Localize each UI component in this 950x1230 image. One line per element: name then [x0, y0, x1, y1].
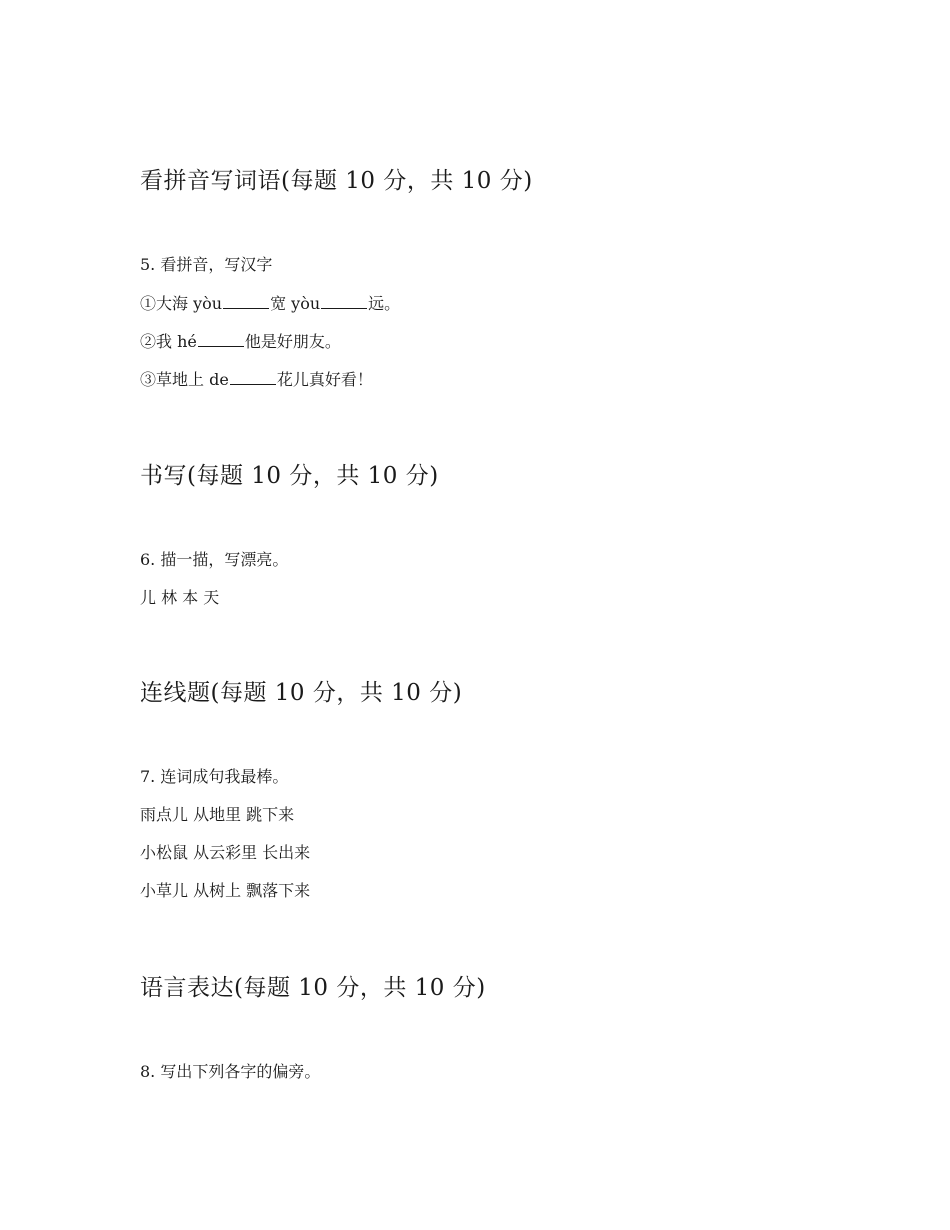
- question-7-row-1: 雨点儿 从地里 跳下来: [140, 805, 295, 824]
- question-7-row-3: 小草儿 从树上 飘落下来: [140, 881, 311, 900]
- line-text: ③草地上 de: [140, 370, 229, 389]
- line-text: ②我 hé: [140, 332, 197, 351]
- question-5-line-3: [140, 368, 373, 391]
- section-title-matching: 连线题(每题 10 分，共 10 分): [140, 680, 463, 706]
- section-title-pinyin: 看拼音写词语(每题 10 分，共 10 分): [140, 168, 533, 194]
- question-5-line-2: [140, 330, 341, 353]
- answer-blank[interactable]: [321, 292, 367, 309]
- question-5: 5. 看拼音，写汉字: [140, 255, 273, 274]
- line-text: 宽 yòu: [270, 294, 321, 313]
- line-text: 他是好朋友。: [244, 332, 341, 351]
- question-6: 6. 描一描，写漂亮。: [140, 550, 289, 569]
- line-text: ①大海 yòu: [140, 294, 223, 313]
- answer-blank[interactable]: [230, 368, 276, 385]
- answer-blank[interactable]: [198, 330, 244, 347]
- question-7-row-2: 小松鼠 从云彩里 长出来: [140, 843, 311, 862]
- question-8: 8. 写出下列各字的偏旁。: [140, 1062, 321, 1081]
- line-text: 花儿真好看！: [276, 370, 373, 389]
- question-5-line-1: [140, 292, 400, 315]
- section-title-writing: 书写(每题 10 分，共 10 分): [140, 463, 439, 489]
- answer-blank[interactable]: [223, 292, 269, 309]
- line-text: 远。: [368, 294, 401, 313]
- section-title-expression: 语言表达(每题 10 分，共 10 分): [140, 975, 486, 1001]
- question-6-characters: 儿 林 本 天: [140, 588, 220, 607]
- question-7: 7. 连词成句我最棒。: [140, 767, 289, 786]
